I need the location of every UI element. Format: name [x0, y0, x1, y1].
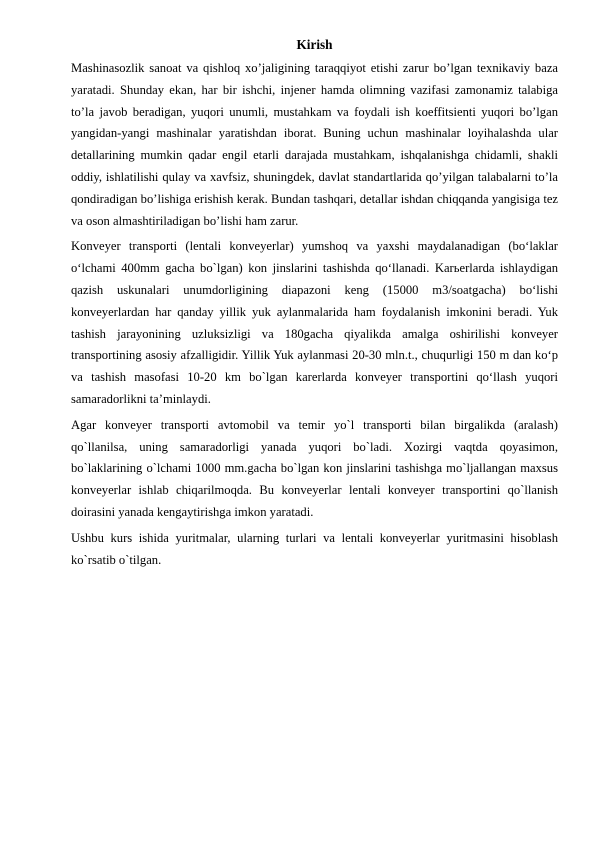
document-title: Kirish [296, 37, 333, 52]
paragraph-conveyor: Konveyer transporti (lentali konveyerlar) yumshoq va yaxshi maydalanadigan (bo‘laklar o‘lchami 400mm gacha bo`lgan) kon jinslarini tashishda qo‘llanadi. Karьerlarda ishlaydigan qazish uskunalari unumdorligining diapazoni keng (15000 m3/soatgacha) bo‘lishi konveyerlardan har qanday yillik yuk aylanmalarida ham foydalanish imkonini beradi. Yuk tashish jarayonining uzluksizligi va 180gacha qiyalikda amalga oshirilishi konveyer transportining asosiy afzalligidir. Yillik Yuk aylanmasi 20-30 mln.t., chuqurligi 150 m dan ko‘p va tashish masofasi 10-20 km bo`lgan karerlarda konveyer transportini qo‘llash yuqori samaradorlikni ta’minlaydi. [71, 239, 558, 406]
paragraph-combined-transport: Agar konveyer transporti avtomobil va temir yo`l transporti bilan birgalikda (aralash) qo`llanilsa, uning samaradorligi yanada yuqori bo`ladi. Xozirgi vaqtda qoyasimon, bo`laklarining o`lchami 1000 mm.gacha bo`lgan kon jinslarini tashishga mo`ljallangan maxsus konveyerlar ishlab chiqarilmoqda. Bu konveyerlar lentali konveyer transportini qo`llanish doirasini yanada kengaytirishga imkon yaratadi. [71, 417, 558, 519]
paragraph-coursework: Ushbu kurs ishida yuritmalar, ularning turlari va lentali konveyerlar yuritmasini hisoblash ko`rsatib o`tilgan. [71, 530, 558, 567]
document-page [71, 36, 558, 575]
paragraph-intro: Mashinasozlik sanoat va qishloq xo’jaligining taraqqiyot etishi zarur bo’lgan texnikaviy baza yaratadi. Shunday ekan, har bir ishchi, injener hamda olimning vazifasi zamonamiz talabiga to’la javob beradigan, yuqori unumli, mustahkam va foydali ish koeffitsienti yuqori bo’lgan yangidan-yangi mashinalar yaratishdan iborat. Buning uchun mashinalar loyihalashda ular detallarining mumkin qadar engil etarli darajada mustahkam, ishqalanishga chidamli, shakli oddiy, ishlatilishi qulay va xavfsiz, shuningdek, davlat standartlarida qo’yilgan talabalarni to’la qondiradigan bo’lishiga erishish kerak. Bundan tashqari, detallar ishdan chiqqanda yangisiga tez va oson almashtiriladigan bo’lishi ham zarur. [71, 61, 558, 228]
